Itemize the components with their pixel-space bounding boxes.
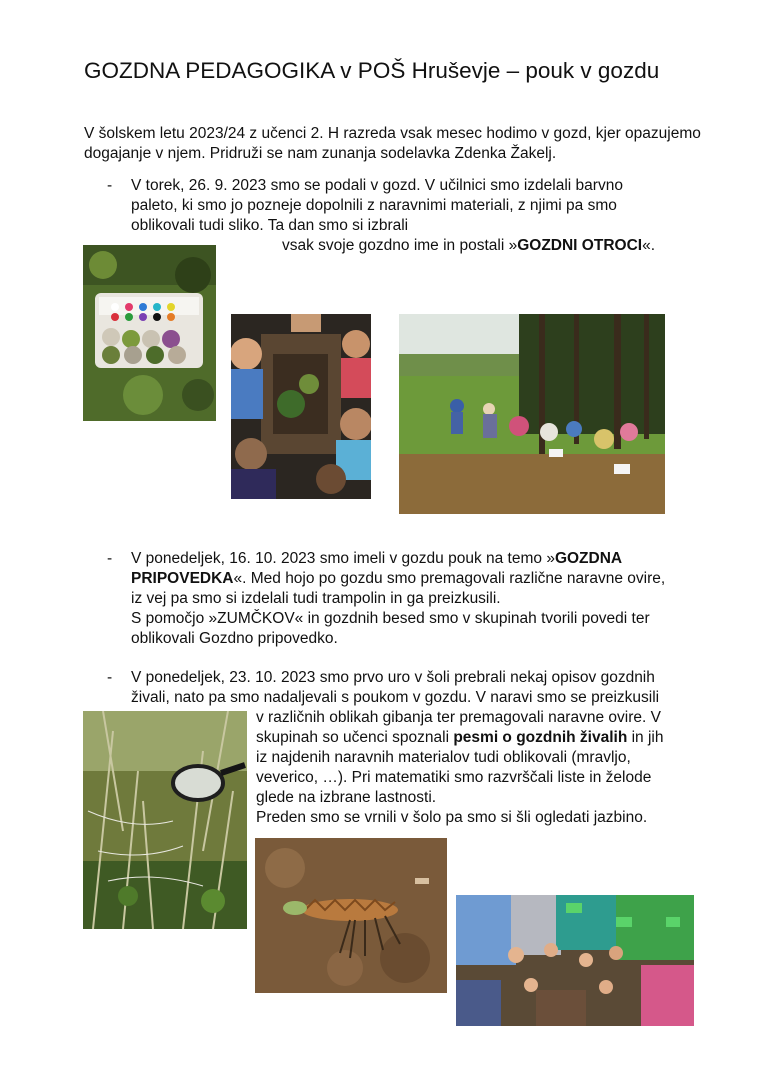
bullet-marker-1: - bbox=[107, 177, 113, 194]
section-1-line-4-text: vsak svoje gozdno ime in postali » bbox=[282, 237, 518, 254]
section-1-line-2: paleto, ki smo jo pozneje dopolnili z naravnimi materiali, z njimi pa smo bbox=[131, 197, 617, 214]
section-3-line-7: glede na izbrane lastnosti. bbox=[256, 789, 437, 806]
photo-children-hands bbox=[456, 895, 694, 1026]
section-1-line-1: V torek, 26. 9. 2023 smo se podali v gozd. V učilnici smo izdelali barvno bbox=[131, 177, 623, 194]
photo-children-palette bbox=[231, 314, 371, 499]
section-2-line-3: iz vej pa smo si izdelali tudi trampolin in ga preizkusili. bbox=[131, 590, 501, 607]
section-2-line-5: oblikovali Gozdno pripovedko. bbox=[131, 630, 338, 647]
bullet-marker-3: - bbox=[107, 669, 113, 686]
section-3-line-2: živali, nato pa smo nadaljevali s poukom v gozdu. V naravi smo se preizkusili bbox=[131, 689, 660, 706]
intro-paragraph: V šolskem letu 2023/24 z učenci 2. H razreda vsak mesec hodimo v gozd, kjer opazujemo dogajanje v njem. Pridruži se nam zunanja sodelavka Zdenka Žakelj. bbox=[84, 125, 701, 162]
section-3-intro bbox=[131, 668, 691, 708]
section-3-line-4 bbox=[256, 728, 686, 748]
photo-group-in-forest bbox=[399, 314, 665, 514]
section-1-line-4 bbox=[282, 236, 655, 256]
section-3-paragraph bbox=[256, 708, 686, 828]
section-2-line-2 bbox=[131, 569, 691, 589]
section-3-line-8: Preden smo se vrnili v šolo pa smo si šli ogledati jazbino. bbox=[256, 809, 648, 826]
section-3-line-4-end: in jih bbox=[627, 729, 664, 746]
section-3-line-5: iz najdenih naravnih materialov tudi oblikovali (mravljo, bbox=[256, 749, 631, 766]
section-2-paragraph bbox=[131, 549, 691, 649]
section-3-line-3: v različnih oblikah gibanja ter premagovali naravne ovire. V bbox=[256, 709, 661, 726]
section-2-line-1-text: V ponedeljek, 16. 10. 2023 smo imeli v gozdu pouk na temo » bbox=[131, 550, 555, 567]
section-1-paragraph bbox=[131, 176, 691, 236]
photo-magnifier-web bbox=[83, 711, 247, 929]
pesmi-label: pesmi o gozdnih živalih bbox=[453, 729, 628, 746]
photo-pine-cone-animal bbox=[255, 838, 447, 993]
section-3-line-6: veverico, …). Pri matematiki smo razvrščali liste in želode bbox=[256, 769, 652, 786]
photo-color-palette bbox=[83, 245, 216, 421]
section-2-line-2-text: «. Med hojo po gozdu smo premagovali različne naravne ovire, bbox=[233, 570, 666, 587]
section-2-line-4: S pomočjo »ZUMČKOV« in gozdnih besed smo v skupinah tvorili povedi ter bbox=[131, 610, 650, 627]
section-3-line-4-text: skupinah so učenci spoznali bbox=[256, 729, 454, 746]
gozdna-label: GOZDNA bbox=[554, 550, 623, 567]
section-3-line-1: V ponedeljek, 23. 10. 2023 smo prvo uro v šoli prebrali nekaj opisov gozdnih bbox=[131, 669, 655, 686]
bullet-marker-2: - bbox=[107, 550, 113, 567]
section-1-line-4-end: «. bbox=[642, 237, 656, 254]
pripovedka-label: PRIPOVEDKA bbox=[131, 570, 234, 587]
gozdni-otroci-label: GOZDNI OTROCI bbox=[517, 237, 643, 254]
section-2-line-1 bbox=[131, 549, 691, 569]
page-title: GOZDNA PEDAGOGIKA v POŠ Hruševje – pouk v gozdu bbox=[84, 58, 660, 83]
section-1-line-3: oblikovali tudi sliko. Ta dan smo si izbrali bbox=[131, 217, 409, 234]
